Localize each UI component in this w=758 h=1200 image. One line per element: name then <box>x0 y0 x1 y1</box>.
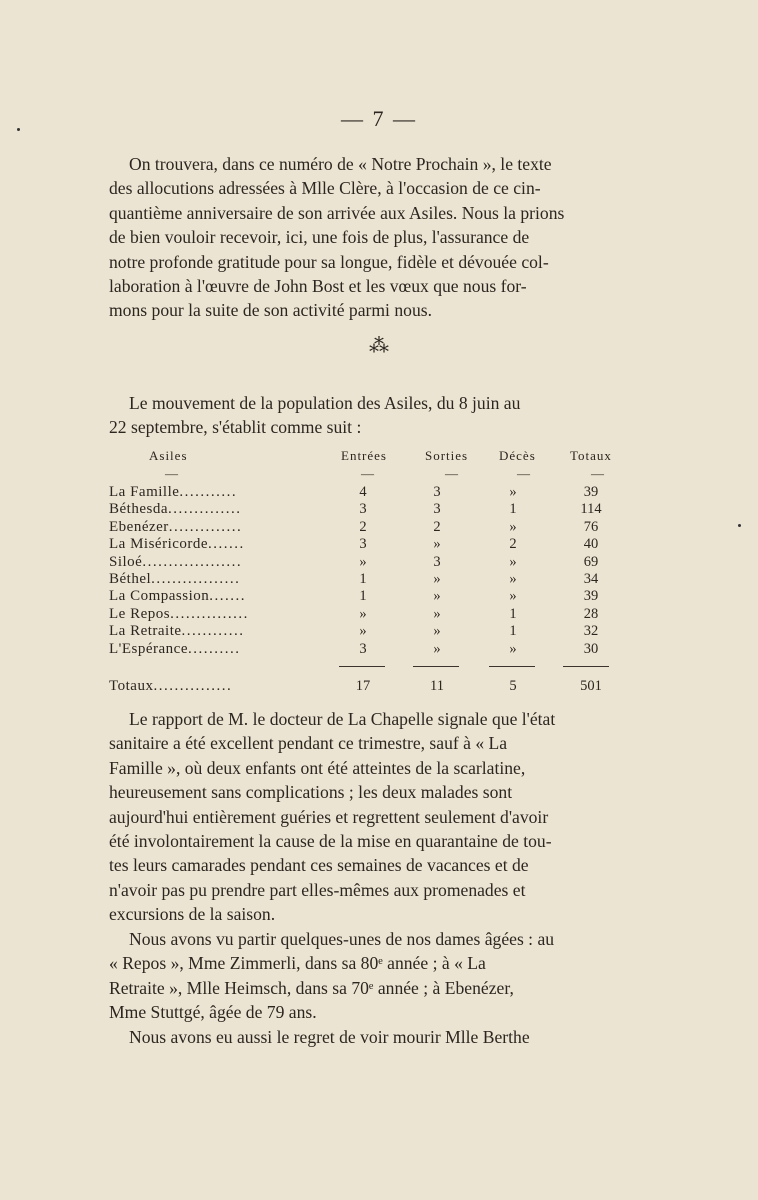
table-row <box>109 554 643 571</box>
report-paragraph <box>109 707 641 927</box>
cell-deces: » <box>509 484 517 500</box>
row-dots: .......... <box>188 640 241 657</box>
row-label <box>109 623 309 640</box>
row-name: Totaux <box>109 678 154 694</box>
text-line: Nous avons vu partir quelques-unes de nos dames âgées : au <box>129 929 555 949</box>
row-dots: ....... <box>209 588 246 605</box>
text-line: On trouvera, dans ce numéro de « Notre Prochain », le texte <box>129 154 552 174</box>
text-line: Le rapport de M. le docteur de La Chapelle signale que l'état <box>129 709 556 729</box>
cell-deces: 1 <box>509 501 517 518</box>
header-dash: — <box>165 466 178 481</box>
table-row <box>109 519 643 536</box>
cell-deces: » <box>509 588 517 605</box>
text-line: tes leurs camarades pendant ces semaines de vacances et de <box>109 855 529 876</box>
row-name: L'Espérance <box>109 640 188 657</box>
cell-sorties: » <box>433 640 441 657</box>
cell-entrees: 3 <box>359 536 367 553</box>
row-label <box>109 588 309 605</box>
intro-paragraph <box>109 152 641 323</box>
header-dash: — <box>591 466 604 481</box>
table-row <box>109 641 643 658</box>
cell-totaux: 501 <box>580 678 602 694</box>
cell-totaux: 30 <box>583 640 599 657</box>
text-line: Nous avons eu aussi le regret de voir mourir Mlle Berthe <box>129 1027 530 1047</box>
cell-sorties: 3 <box>433 484 441 500</box>
row-label <box>109 519 309 536</box>
row-label <box>109 606 309 623</box>
cell-deces: » <box>509 640 517 657</box>
cell-totaux: 28 <box>583 605 599 622</box>
cell-entrees: 1 <box>359 571 367 587</box>
cell-totaux: 114 <box>580 501 602 518</box>
paper-speck <box>738 524 741 527</box>
paper-speck <box>17 128 20 131</box>
header-dash: — <box>445 466 458 481</box>
row-dots: ............... <box>170 605 249 622</box>
text-line: 22 septembre, s'établit comme suit : <box>109 417 362 438</box>
cell-entrees: 1 <box>359 588 367 605</box>
cell-entrees: 3 <box>359 501 367 518</box>
row-dots: ....... <box>208 536 245 553</box>
table-row <box>109 571 643 588</box>
total-rule <box>339 666 385 667</box>
cell-totaux: 69 <box>583 553 599 570</box>
cell-entrees: » <box>359 623 367 640</box>
cell-deces: 2 <box>509 536 517 553</box>
page-number: — 7 — <box>341 106 417 131</box>
cell-totaux: 40 <box>583 536 599 553</box>
header-totaux: Totaux <box>570 448 612 463</box>
cell-sorties: » <box>433 588 441 605</box>
closing-paragraph <box>109 1025 641 1049</box>
row-name: La Miséricorde <box>109 536 209 553</box>
table-row <box>109 536 643 553</box>
text-line: laboration à l'œuvre de John Bost et les vœux que nous for- <box>109 276 527 297</box>
table-row <box>109 623 643 640</box>
cell-entrees: » <box>359 605 367 622</box>
cell-sorties: 2 <box>433 518 441 535</box>
text-line: de bien vouloir recevoir, ici, une fois de plus, l'assurance de <box>109 227 530 248</box>
cell-sorties: 11 <box>430 678 444 694</box>
table-row-totals <box>109 678 643 695</box>
asterism: ⁂ <box>369 335 389 357</box>
row-dots: ................. <box>151 571 241 587</box>
header-dash: — <box>517 466 530 481</box>
row-dots: .............. <box>167 501 242 518</box>
row-label <box>109 678 309 695</box>
table-row <box>109 588 643 605</box>
text-line: excursions de la saison. <box>109 904 276 925</box>
text-line: « Repos », Mme Zimmerli, dans sa 80ᵉ année ; à « La <box>109 953 486 974</box>
row-name: Béthel <box>109 571 152 587</box>
row-label <box>109 536 309 553</box>
cell-sorties: 3 <box>433 553 441 570</box>
cell-totaux: 34 <box>583 571 599 587</box>
row-label <box>109 571 309 588</box>
cell-sorties: 3 <box>433 501 441 518</box>
row-label <box>109 501 309 518</box>
text-line: été involontairement la cause de la mise en quarantaine de tou- <box>109 831 552 852</box>
cell-deces: » <box>509 518 517 535</box>
text-line: Mme Stuttgé, âgée de 79 ans. <box>109 1002 317 1023</box>
row-dots: .............. <box>168 518 243 535</box>
departures-paragraph <box>109 927 641 1025</box>
text-line: Famille », où deux enfants ont été atteintes de la scarlatine, <box>109 757 526 778</box>
total-rule <box>413 666 459 667</box>
cell-totaux: 76 <box>583 518 599 535</box>
row-dots: ............ <box>181 623 245 640</box>
section-separator <box>0 335 758 357</box>
row-name: Le Repos <box>109 605 171 622</box>
text-line: Retraite », Mlle Heimsch, dans sa 70ᵉ année ; à Ebenézer, <box>109 977 514 998</box>
total-rule <box>489 666 535 667</box>
row-name: La Retraite <box>109 623 182 640</box>
cell-deces: » <box>509 571 517 587</box>
row-dots: ............... <box>153 678 233 694</box>
cell-entrees: 4 <box>359 484 367 500</box>
row-name: Siloé <box>109 553 143 570</box>
row-name: Ebenézer <box>109 518 169 535</box>
text-line: mons pour la suite de son activité parmi nous. <box>109 300 432 321</box>
cell-deces: 5 <box>509 678 517 694</box>
table-row <box>109 484 643 501</box>
header-entrees: Entrées <box>341 448 387 463</box>
cell-sorties: » <box>433 623 441 640</box>
cell-sorties: » <box>433 605 441 622</box>
text-line: des allocutions adressées à Mlle Clère, à l'occasion de ce cin- <box>109 178 541 199</box>
cell-sorties: » <box>433 536 441 553</box>
cell-entrees: 17 <box>355 678 371 694</box>
header-asiles: Asiles <box>149 448 188 463</box>
table-row <box>109 606 643 623</box>
header-dash: — <box>361 466 374 481</box>
table-row <box>109 501 643 518</box>
text-line: heureusement sans complications ; les deux malades sont <box>109 782 513 803</box>
row-label <box>109 641 309 658</box>
total-rule <box>563 666 609 667</box>
cell-totaux: 32 <box>583 623 599 640</box>
row-dots: ................... <box>142 553 243 570</box>
text-line: n'avoir pas pu prendre part elles-mêmes aux promenades et <box>109 879 526 900</box>
header-deces: Décès <box>499 448 536 463</box>
cell-entrees: 2 <box>359 518 367 535</box>
cell-totaux: 39 <box>583 484 599 500</box>
text-line: notre profonde gratitude pour sa longue, fidèle et dévouée col- <box>109 251 549 272</box>
row-dots: ........... <box>179 484 238 500</box>
row-label <box>109 484 309 501</box>
cell-deces: » <box>509 553 517 570</box>
cell-entrees: 3 <box>359 640 367 657</box>
cell-deces: 1 <box>509 623 517 640</box>
text-line: aujourd'hui entièrement guéries et regrettent seulement d'avoir <box>109 806 549 827</box>
header-sorties: Sorties <box>425 448 469 463</box>
cell-sorties: » <box>433 571 441 587</box>
row-name: La Compassion <box>109 588 210 605</box>
row-label <box>109 554 309 571</box>
row-name: Béthesda <box>109 501 168 518</box>
cell-totaux: 39 <box>583 588 599 605</box>
cell-deces: 1 <box>509 605 517 622</box>
cell-entrees: » <box>359 553 367 570</box>
text-line: quantième anniversaire de son arrivée aux Asiles. Nous la prions <box>109 202 565 223</box>
movement-paragraph <box>109 391 641 440</box>
text-line: Le mouvement de la population des Asiles, du 8 juin au <box>129 393 521 413</box>
row-name: La Famille <box>109 484 180 500</box>
text-line: sanitaire a été excellent pendant ce trimestre, sauf à « La <box>109 733 508 754</box>
